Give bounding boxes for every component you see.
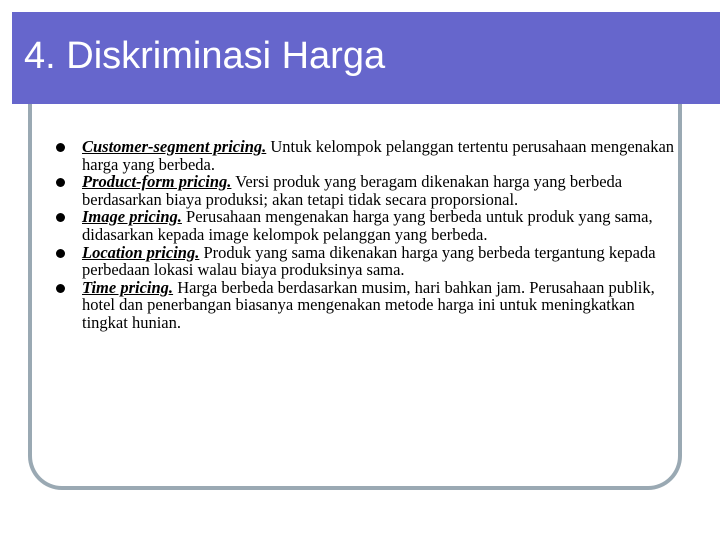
- bullet-term: Customer-segment pricing.: [82, 137, 267, 156]
- bullet-item-product-form: [56, 173, 676, 208]
- slide-title: 4. Diskriminasi Harga: [24, 35, 386, 77]
- bullet-term: Time pricing.: [82, 277, 174, 297]
- bullet-item-image: [56, 208, 676, 243]
- bullet-text: Versi produk yang beragam dikenakan harga yang berbeda berdasarkan biaya produksi; akan tetapi tidak secara proporsional.: [82, 172, 623, 209]
- bullet-term: Product-form pricing.: [82, 172, 232, 192]
- bullet-item-customer-segment: [56, 138, 676, 173]
- bullet-dot-icon: [56, 178, 65, 187]
- bullet-dot-icon: [56, 213, 65, 222]
- bullet-dot-icon: [56, 249, 65, 258]
- bullet-text: Perusahaan mengenakan harga yang berbeda untuk produk yang sama, didasarkan kepada image kelompok pelanggan yang berbeda.: [82, 207, 653, 244]
- bullet-text: Untuk kelompok pelanggan tertentu perusahaan mengenakan harga yang berbeda.: [82, 137, 675, 174]
- bullet-item-location: [56, 244, 676, 279]
- bullet-item-time: [56, 279, 676, 332]
- bullet-text: Produk yang sama dikenakan harga yang berbeda tergantung kepada perbedaan lokasi walau biaya produksinya sama.: [82, 242, 656, 280]
- bullet-list: [56, 138, 676, 332]
- bullet-dot-icon: [56, 284, 65, 293]
- bullet-term: Location pricing.: [82, 242, 200, 262]
- bullet-term: Image pricing.: [82, 207, 182, 227]
- bullet-text: Harga berbeda berdasarkan musim, hari bahkan jam. Perusahaan publik, hotel dan penerbangan biasanya mengenakan metode harga ini untuk meningkatkan tingkat hunian.: [82, 277, 655, 332]
- bullet-dot-icon: [56, 143, 65, 152]
